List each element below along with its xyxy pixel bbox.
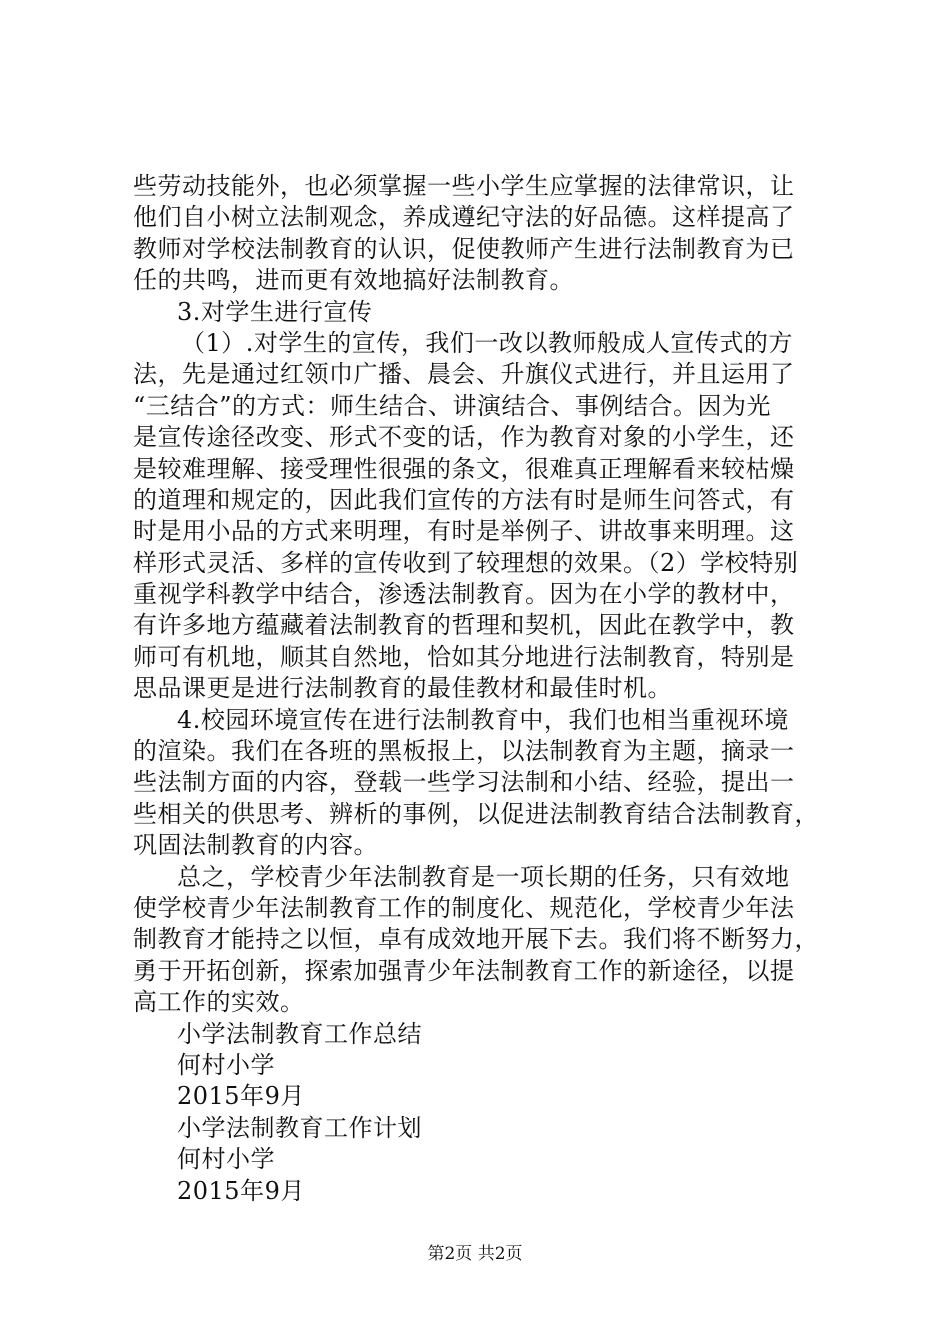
body-line: “三结合”的方式：师生结合、讲演结合、事例结合。因为光 [133, 391, 772, 420]
page-number-footer: 第2页 共2页 [427, 1244, 523, 1264]
body-line: 的道理和规定的，因此我们宣传的方法有时是师生问答式，有 [133, 485, 795, 514]
body-line: 他们自小树立法制观念，养成遵纪守法的好品德。这样提高了 [133, 203, 795, 232]
body-line: 制教育才能持之以恒，卓有成效地开展下去。我们将不断努力， [133, 925, 819, 954]
body-line: 是宣传途径改变、形式不变的话，作为教育对象的小学生，还 [133, 423, 795, 452]
body-line: 任的共鸣，进而更有效地搞好法制教育。 [133, 266, 574, 295]
document-title-line: 小学法制教育工作总结 [177, 1019, 422, 1048]
document-title-line: 小学法制教育工作计划 [177, 1113, 422, 1142]
body-line: 教师对学校法制教育的认识，促使教师产生进行法制教育为已 [133, 234, 795, 263]
document-body [133, 171, 833, 1207]
body-line: 有许多地方蕴藏着法制教育的哲理和契机，因此在教学中，教 [133, 611, 795, 640]
date-line: 2015年9月 [177, 1176, 305, 1205]
body-line: 巩固法制教育的内容。 [133, 831, 378, 860]
body-line: 高工作的实效。 [133, 988, 305, 1017]
body-line: 使学校青少年法制教育工作的制度化、规范化，学校青少年法 [133, 893, 795, 922]
body-line: 法，先是通过红领巾广播、晨会、升旗仪式进行，并且运用了 [133, 360, 795, 389]
body-line: 些法制方面的内容，登载一些学习法制和小结、经验，提出一 [133, 768, 795, 797]
school-name-line: 何村小学 [177, 1145, 275, 1174]
school-name-line: 何村小学 [177, 1050, 275, 1079]
body-line: 勇于开拓创新，探索加强青少年法制教育工作的新途径，以提 [133, 956, 795, 985]
date-line: 2015年9月 [177, 1082, 305, 1111]
body-line: 师可有机地，顺其自然地，恰如其分地进行法制教育，特别是 [133, 642, 795, 671]
body-line: 时是用小品的方式来明理，有时是举例子、讲故事来明理。这 [133, 517, 795, 546]
section-heading: 3.对学生进行宣传 [177, 297, 373, 326]
body-line: 是较难理解、接受理性很强的条文，很难真正理解看来较枯燥 [133, 454, 795, 483]
body-line: 样形式灵活、多样的宣传收到了较理想的效果。（2）学校特别 [133, 548, 799, 577]
body-line: 些劳动技能外，也必须掌握一些小学生应掌握的法律常识，让 [133, 172, 795, 200]
body-line: 些相关的供思考、辨析的事例，以促进法制教育结合法制教育， [133, 799, 819, 828]
body-line: 4.校园环境宣传在进行法制教育中，我们也相当重视环境 [177, 705, 789, 734]
body-line: 重视学科教学中结合，渗透法制教育。因为在小学的教材中， [133, 580, 795, 609]
body-line: （1）.对学生的宣传，我们一改以教师般成人宣传式的方 [181, 328, 793, 357]
body-line: 的渲染。我们在各班的黑板报上，以法制教育为主题，摘录一 [133, 737, 795, 766]
body-line: 总之，学校青少年法制教育是一项长期的任务，只有效地 [177, 862, 790, 891]
body-line: 思品课更是进行法制教育的最佳教材和最佳时机。 [133, 674, 672, 703]
